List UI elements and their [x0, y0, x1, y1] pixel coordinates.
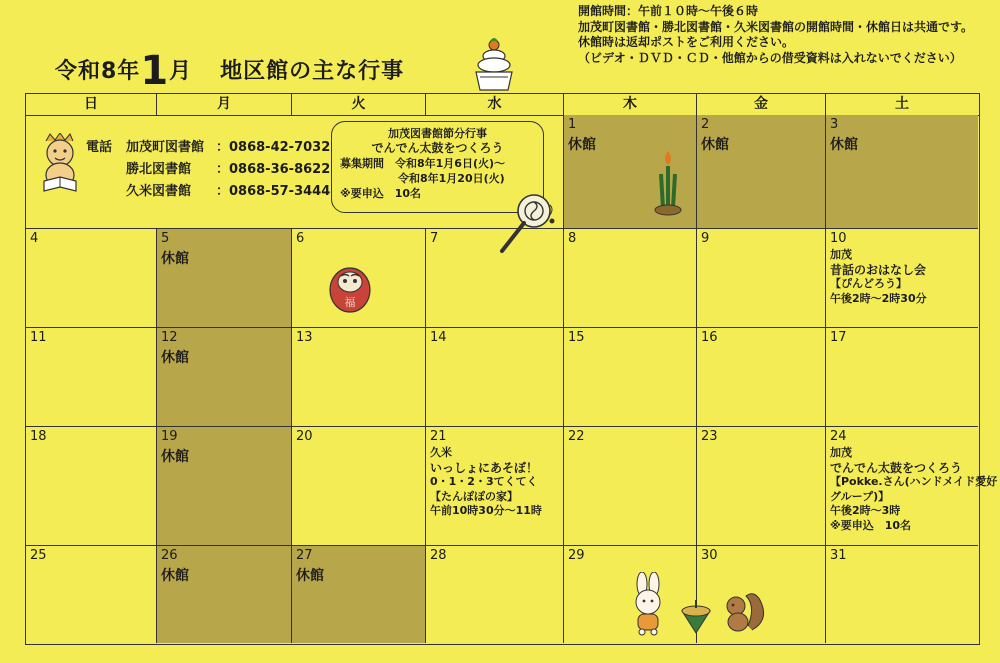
contact-phone: ：0868-36-8622	[216, 162, 331, 177]
note-exclusions: （ビデオ・ＤＶＤ・ＣＤ・他館からの借受資料は入れないでください）	[578, 50, 962, 65]
day-cell	[157, 427, 292, 546]
day-number: 11	[30, 330, 47, 345]
day-cell	[697, 115, 826, 229]
contact-row	[86, 181, 330, 203]
weekday-sat: 土	[895, 96, 909, 112]
day-number: 26	[161, 548, 178, 563]
title-era: 令和8年	[55, 59, 141, 84]
title-events: 地区館の主な行事	[220, 59, 405, 84]
title-month: 1	[140, 48, 170, 94]
event-line: ※要申込 10名	[830, 518, 912, 532]
day-cell	[697, 229, 826, 328]
day-cell	[292, 546, 426, 643]
phone-label: 電話	[86, 140, 113, 155]
event-line: でんでん太鼓をつくろう	[830, 460, 963, 475]
contact-library: 加茂町図書館	[126, 140, 205, 155]
day-cell	[292, 328, 426, 427]
day-number: 27	[296, 548, 313, 563]
day-cell	[426, 229, 564, 328]
event-line: いっしょにあそぼ！	[430, 460, 539, 475]
day-number: 8	[568, 231, 577, 246]
squirrel-icon	[718, 586, 768, 634]
weekday-mon: 月	[157, 94, 292, 115]
day-number: 20	[296, 429, 313, 444]
day-number: 28	[430, 548, 447, 563]
event-line: 【ぴんどろう】	[830, 277, 907, 290]
day-number: 9	[701, 231, 710, 246]
daruma-character: 福	[344, 296, 356, 309]
day-number: 23	[701, 429, 718, 444]
weekday-fri: 金	[697, 94, 826, 115]
day-number: 30	[701, 548, 718, 563]
branch-event-note: ※要申込 10名	[340, 187, 422, 200]
spinning-top-icon	[676, 599, 716, 635]
event-line: 【Pokke.さん(ハンドメイド愛好	[830, 475, 998, 488]
day-cell	[564, 229, 697, 328]
note-hours: 開館時間：午前１０時～午後６時	[578, 4, 759, 18]
closed-label: 休館	[161, 350, 189, 366]
day-number: 7	[430, 231, 439, 246]
contact-row	[86, 137, 330, 159]
day-cell	[826, 427, 998, 546]
day-cell	[26, 229, 157, 328]
contact-library: 勝北図書館	[126, 162, 192, 177]
event-line: 昔話のおはなし会	[830, 262, 927, 277]
weekday-header	[26, 94, 979, 116]
event-line: 午後2時～2時30分	[830, 291, 927, 305]
rabbit-icon	[624, 572, 672, 636]
day-cell	[826, 115, 978, 229]
day-number: 10	[830, 231, 847, 246]
event-line: グループ)】	[830, 489, 890, 503]
event-line: 午前10時30分～11時	[430, 504, 542, 517]
note-return-post: 休館時は返却ポストをご利用ください。	[578, 35, 795, 49]
branch-event-period: 募集期間 令和8年1月6日(火)～	[340, 157, 506, 170]
day-number: 29	[568, 548, 585, 563]
day-cell	[564, 427, 697, 546]
day-number: 13	[296, 330, 313, 345]
event-line: 加茂	[830, 446, 852, 459]
event-line: 【たんぽぽの家】	[430, 489, 518, 503]
day-number: 4	[30, 231, 39, 246]
day-number: 31	[830, 548, 847, 563]
day-number: 19	[161, 429, 178, 444]
mascot-reading-icon	[36, 133, 84, 195]
day-cell	[426, 427, 564, 546]
closed-label: 休館	[161, 568, 189, 584]
day-cell	[26, 328, 157, 427]
day-cell	[826, 546, 978, 643]
contact-row	[86, 159, 330, 181]
closed-label: 休館	[161, 251, 189, 267]
kadomatsu-icon	[651, 148, 685, 218]
day-number: 22	[568, 429, 585, 444]
day-cell	[157, 229, 292, 328]
day-number: 25	[30, 548, 47, 563]
day-number: 16	[701, 330, 718, 345]
event-details	[830, 248, 974, 306]
day-number: 3	[830, 117, 839, 132]
title-month-unit: 月	[169, 59, 193, 84]
day-cell	[157, 546, 292, 643]
weekday-thu: 木	[564, 94, 697, 115]
day-number: 12	[161, 330, 178, 345]
closed-label: 休館	[830, 137, 858, 153]
closed-label: 休館	[568, 137, 596, 153]
event-details	[430, 446, 559, 519]
day-number: 2	[701, 117, 710, 132]
day-number: 21	[430, 429, 447, 444]
day-cell	[26, 427, 157, 546]
branch-event-period-end: 令和8年1月20日(火)	[398, 172, 505, 185]
day-number: 15	[568, 330, 585, 345]
day-cell	[292, 427, 426, 546]
day-cell	[26, 546, 157, 643]
event-line: 加茂	[830, 248, 852, 261]
day-cell	[826, 229, 978, 328]
event-details	[830, 446, 998, 533]
day-cell	[826, 328, 978, 427]
day-number: 17	[830, 330, 847, 345]
day-cell	[697, 328, 826, 427]
page-title	[55, 48, 404, 94]
day-cell	[426, 546, 564, 643]
day-number: 5	[161, 231, 170, 246]
day-number: 18	[30, 429, 47, 444]
contact-phone: ：0868-42-7032	[216, 140, 331, 155]
day-cell	[564, 328, 697, 427]
branch-event-title: でんでん太鼓をつくろう	[371, 141, 504, 155]
notes	[578, 4, 973, 66]
weekday-wed: 水	[426, 94, 564, 115]
day-cell	[426, 328, 564, 427]
weekday-tue: 火	[292, 94, 426, 115]
day-number: 6	[296, 231, 305, 246]
note-common: 加茂町図書館・勝北図書館・久米図書館の開館時間・休館日は共通です。	[578, 19, 974, 34]
event-line: 久米	[430, 446, 452, 459]
day-number: 1	[568, 117, 577, 132]
closed-label: 休館	[701, 137, 729, 153]
contact-phone: ：0868-57-3444	[216, 184, 331, 199]
daruma-icon	[326, 262, 374, 314]
day-cell	[697, 427, 826, 546]
closed-label: 休館	[161, 449, 189, 465]
branch-event-heading: 加茂図書館節分行事	[388, 127, 487, 140]
day-number: 24	[830, 429, 847, 444]
weekday-sun: 日	[26, 94, 157, 115]
contact-library: 久米図書館	[126, 184, 192, 199]
day-cell	[157, 328, 292, 427]
closed-label: 休館	[296, 568, 324, 584]
info-area	[26, 115, 564, 229]
contacts	[86, 137, 330, 203]
kagami-mochi-icon	[468, 36, 520, 92]
day-number: 14	[430, 330, 447, 345]
event-line: 0・1・2・3てくてく	[430, 475, 538, 488]
event-line: 午後2時～3時	[830, 504, 901, 517]
calendar-grid	[25, 93, 998, 645]
